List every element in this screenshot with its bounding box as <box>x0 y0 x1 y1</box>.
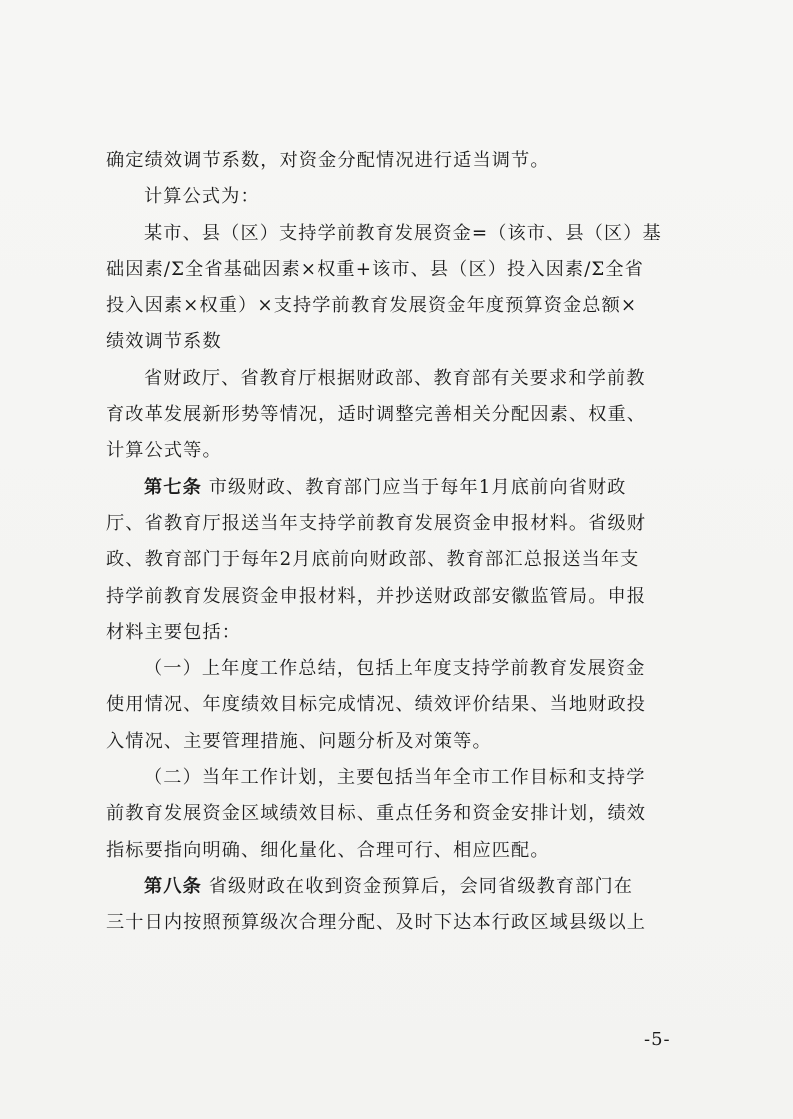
text-line-9 <box>106 433 706 469</box>
article-8-label: 第八条 <box>144 875 202 897</box>
line-text: 厅、省教育厅报送当年支持学前教育发展资金申报材料。省级财 <box>106 512 647 534</box>
text-line-13 <box>106 579 706 615</box>
text-line-1 <box>106 143 706 179</box>
line-text: 材料主要包括： <box>106 621 242 643</box>
text-line-17 <box>106 724 706 760</box>
line-text: 使用情况、年度绩效目标完成情况、绩效评价结果、当地财政投 <box>106 694 647 716</box>
line-text: 某市、县（区）支持学前教育发展资金=（该市、县（区）基 <box>144 222 662 244</box>
line-text: 指标要指向明确、细化量化、合理可行、相应匹配。 <box>106 839 550 861</box>
line-text: 三十日内按照预算级次合理分配、及时下达本行政区域县级以上 <box>106 912 647 934</box>
line-text: 计算公式等。 <box>106 440 222 462</box>
line-text: 市级财政、教育部门应当于每年1月底前向省财政 <box>201 476 627 498</box>
text-line-3 <box>106 216 706 252</box>
text-line-12 <box>106 542 706 578</box>
line-text: 确定绩效调节系数，对资金分配情况进行适当调节。 <box>106 150 550 171</box>
text-line-20 <box>106 833 706 869</box>
text-line-11 <box>106 506 706 542</box>
line-text: （一）上年度工作总结，包括上年度支持学前教育发展资金 <box>144 658 646 680</box>
line-text: 省级财政在收到资金预算后，会同省级教育部门在 <box>201 875 634 897</box>
body-text <box>106 143 706 942</box>
article-7-label: 第七条 <box>144 476 202 498</box>
text-line-16 <box>106 687 706 723</box>
text-line-7 <box>106 361 706 397</box>
text-line-18 <box>106 760 706 796</box>
line-text: 计算公式为： <box>144 186 260 208</box>
line-text: 持学前教育发展资金申报材料，并抄送财政部安徽监管局。申报 <box>106 585 647 607</box>
page-number: -5- <box>644 1029 671 1050</box>
article-7-heading-line <box>106 470 706 506</box>
line-text: 投入因素×权重）×支持学前教育发展资金年度预算资金总额× <box>106 295 638 317</box>
line-text: 政、教育部门于每年2月底前向财政部、教育部汇总报送当年支 <box>106 549 640 571</box>
text-line-14 <box>106 615 706 651</box>
text-line-2 <box>106 179 706 215</box>
text-line-5 <box>106 288 706 324</box>
line-text: 前教育发展资金区域绩效目标、重点任务和资金安排计划，绩效 <box>106 803 647 825</box>
text-line-6 <box>106 324 706 360</box>
text-line-8 <box>106 397 706 433</box>
text-line-15 <box>106 651 706 687</box>
article-8-heading-line <box>106 869 706 905</box>
text-line-22 <box>106 905 706 941</box>
faint-header-stamp <box>334 98 504 112</box>
line-text: 绩效调节系数 <box>106 331 222 353</box>
line-text: 入情况、主要管理措施、问题分析及对策等。 <box>106 730 492 752</box>
text-line-19 <box>106 796 706 832</box>
text-line-4 <box>106 252 706 288</box>
line-text: 育改革发展新形势等情况，适时调整完善相关分配因素、权重、 <box>106 404 647 426</box>
line-text: 础因素/Σ全省基础因素×权重+该市、县（区）投入因素/Σ全省 <box>106 258 644 280</box>
line-text: （二）当年工作计划，主要包括当年全市工作目标和支持学 <box>144 767 646 789</box>
line-text: 省财政厅、省教育厅根据财政部、教育部有关要求和学前教 <box>144 367 646 389</box>
